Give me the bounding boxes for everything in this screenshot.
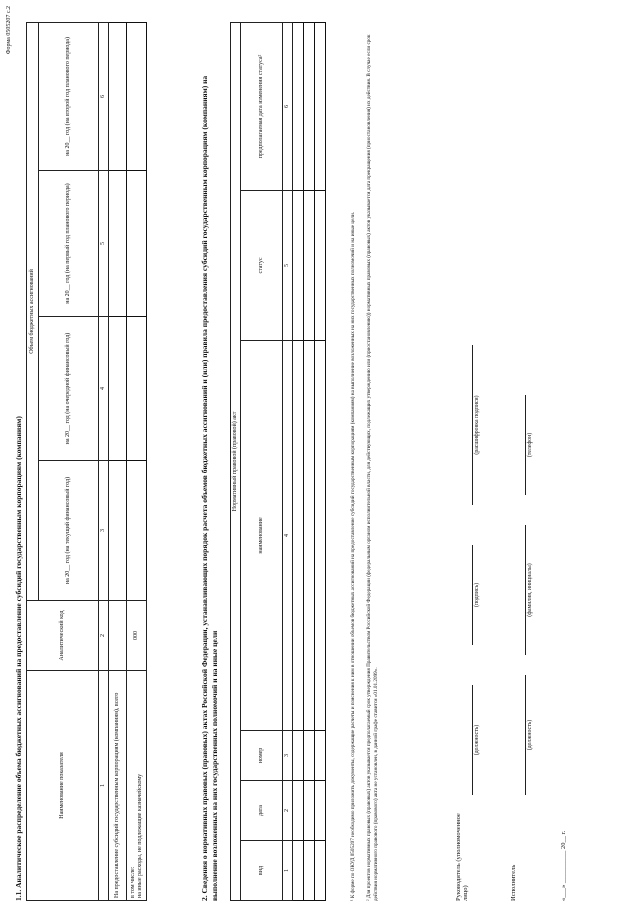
row-other-label-b: на иные расходы, не подлежащие казначейскому xyxy=(136,773,143,898)
row-other-col5 xyxy=(127,171,147,317)
head-sign-line xyxy=(472,545,473,645)
header-planned-date: предполагаемая дата изменения статуса² xyxy=(241,22,283,190)
exec-name-caption: (фамилия, инициалы) xyxy=(527,563,533,617)
header-kind: вид xyxy=(241,841,283,901)
executor-label: Исполнитель xyxy=(510,864,517,901)
footnote-1: ¹ К форме по ОКУД 0505207 необходимо приложить документы, содержащие расчеты и пояснения к ним в отношении объемов бюджетных ассигнований на предоставление субсидий государственным корпорациям (компаниям) на выполнение возложенных на них государственных полномочий и на иные цели. xyxy=(350,211,356,901)
t2-r2-c2 xyxy=(304,781,315,841)
t2-r3-c5 xyxy=(315,191,326,341)
section2-title: 2. Сведения о нормативных правовых (правовых) актах Российской Федерации, устанавливающих порядок расчета объемов бюджетных ассигнований и (или) правила предоставления субсидий государственным корпорациям (компаниям) на выполнение возложенных на них государственных полномочий и на иные цели xyxy=(200,75,219,901)
head-position-caption: (должность) xyxy=(474,724,480,756)
row-total-col6 xyxy=(109,22,127,170)
t2-r2-c4 xyxy=(304,341,315,731)
t2-r3-c4 xyxy=(315,341,326,731)
row-total-col3 xyxy=(109,461,127,601)
col-num-1: 1 xyxy=(99,671,109,901)
t2-r2-c3 xyxy=(304,731,315,781)
t2-num-6: 6 xyxy=(283,22,293,190)
t2-num-3: 3 xyxy=(283,731,293,781)
t2-r2-c6 xyxy=(304,22,315,190)
header-volume: Объем бюджетных ассигнований xyxy=(27,22,39,600)
head-label: Руководитель (уполномоченное лицо) xyxy=(455,813,469,901)
exec-phone-line xyxy=(525,395,526,495)
t2-r1-c1 xyxy=(293,841,304,901)
t2-num-2: 2 xyxy=(283,781,293,841)
header-analytic-code: Аналитический код xyxy=(27,601,99,671)
header-date: дата xyxy=(241,781,283,841)
row-other-code: 000 xyxy=(127,601,147,671)
form-code: Форма 0505207 с.2 xyxy=(6,6,12,55)
t2-r3-c2 xyxy=(315,781,326,841)
header-indicator-name: Наименование показателя xyxy=(27,671,99,901)
col-num-4: 4 xyxy=(99,317,109,461)
exec-position-caption: (должность) xyxy=(527,719,533,751)
header-col5: на 20__ год (на первый год планового периода) xyxy=(39,171,99,317)
col-num-3: 3 xyxy=(99,461,109,601)
header-name: наименование xyxy=(241,341,283,731)
t2-r1-c4 xyxy=(293,341,304,731)
head-position-line xyxy=(472,685,473,795)
row-total-col5 xyxy=(109,171,127,317)
row-other-col6 xyxy=(127,22,147,170)
row-other-col4 xyxy=(127,317,147,461)
section1-title: 1.1. Аналитическое распределение объема бюджетных ассигнований на предоставление субсидий государственным корпорациям (компаниям) xyxy=(14,416,23,901)
col-num-2: 2 xyxy=(99,601,109,671)
t2-r2-c1 xyxy=(304,841,315,901)
t2-num-4: 4 xyxy=(283,341,293,731)
header-col6: на 20__ год (на второй год планового периода) xyxy=(39,22,99,170)
t2-r3-c3 xyxy=(315,731,326,781)
header-legal-act: Нормативный правовой (правовой) акт xyxy=(231,22,241,900)
row-other-col3 xyxy=(127,461,147,601)
legal-acts-table xyxy=(230,22,326,901)
head-decode-caption: (расшифровка подписи) xyxy=(474,395,480,455)
head-decode-line xyxy=(472,345,473,505)
col-num-5: 5 xyxy=(99,171,109,317)
footnote-2: ² Для проектов нормативных правовых (правовых) актов указывается предполагаемый срок утверждения Правительством Российской Федерации (федеральным органом исполнительной власти, для действующих, подлежащих утверждению или (приостановлению)) нормативных правовых (правовых) актов указывается дата прекращения (приостановления) их действия. В случае если срок действия нормативного правового (правового) акта не установлен, в данной графе ставится «01.01.2099». xyxy=(366,34,379,901)
date-line: «___» __________ 20__ г. xyxy=(560,830,567,901)
exec-phone-caption: (телефон) xyxy=(527,432,533,458)
exec-position-line xyxy=(525,675,526,795)
row-total-code xyxy=(109,601,127,671)
header-status: статус xyxy=(241,191,283,341)
header-col3: на 20__ год (на текущий финансовый год) xyxy=(39,461,99,601)
header-number: номер xyxy=(241,731,283,781)
exec-name-line xyxy=(525,525,526,655)
col-num-6: 6 xyxy=(99,22,109,170)
row-other-label-a: в том числе: xyxy=(129,866,136,898)
t2-num-5: 5 xyxy=(283,191,293,341)
header-col4: на 20__ год (на очередной финансовый год) xyxy=(39,317,99,461)
allocation-table xyxy=(26,22,147,901)
t2-r1-c6 xyxy=(293,22,304,190)
t2-r1-c2 xyxy=(293,781,304,841)
head-sign-caption: (подпись) xyxy=(474,582,480,608)
t2-r3-c1 xyxy=(315,841,326,901)
t2-r3-c6 xyxy=(315,22,326,190)
row-other-label xyxy=(127,671,147,901)
t2-r2-c5 xyxy=(304,191,315,341)
row-total-col4 xyxy=(109,317,127,461)
t2-num-1: 1 xyxy=(283,841,293,901)
t2-r1-c3 xyxy=(293,731,304,781)
t2-r1-c5 xyxy=(293,191,304,341)
row-total-label: На предоставление субсидий государственным корпорациям (компаниям), всего xyxy=(109,671,127,901)
